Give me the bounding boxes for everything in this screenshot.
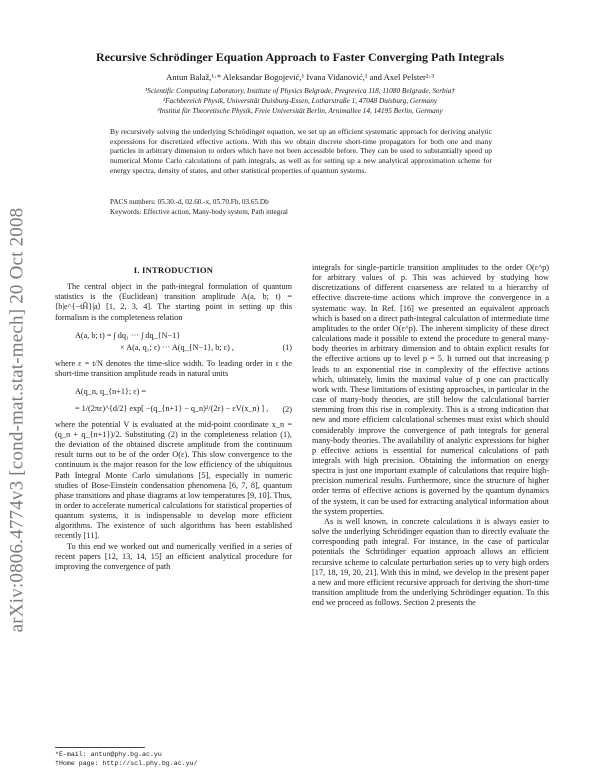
footnote-homepage [55, 760, 197, 768]
equation-2-line-1: A(q_n, q_{n+1}; ε) = [75, 387, 147, 397]
paragraph: The central object in the path-integral formulation of quantum statistics is the (Euclidean) transition amplitude A(a, b; t) = ⟨b|e^{−tĤ}|a⟩ [1, 2, 3, 4]. The starting point in setting up this formalism is the completeness relation [55, 282, 292, 322]
equation-number: (1) [282, 342, 292, 352]
author-list: Antun Balaž,¹·* Aleksandar Bogojević,¹ Ivana Vidanović,¹ and Axel Pelster²·³ [166, 72, 434, 82]
homepage-text: †Home page: http://scl.phy.bg.ac.yu/ [55, 760, 198, 767]
affiliation-2: ²Fachbereich Physik, Universität Duisburg-Essen, Lotharstraße 1, 47048 Duisburg, Germany [162, 96, 438, 105]
keywords: Keywords: Effective action, Many-body system, Path integral [110, 208, 288, 216]
equation-1-line-2: × A(a, q₁; ε) ··· A(q_{N−1}, b; ε) , [120, 342, 234, 352]
affiliation-1: ¹Scientific Computing Laboratory, Institute of Physics Belgrade, Pregrevica 118, 11080 Belgrade, Serbia† [144, 86, 456, 95]
paragraph: As is well known, in concrete calculations it is always easier to solve the underlying Schrödinger equation than to directly evaluate the corresponding path integral. For instance, in the case of particular potentials the Schrödinger equation approach allows an efficient recursive scheme to calculate perturbation series up to very high orders [17, 18, 19, 20, 21]. With this in mind, we develop in the present paper a new and more efficient recursive approach for deriving the short-time transition amplitude from the underlying Schrödinger equation. To this end we proceed as follows. Section 2 presents the [312, 516, 549, 608]
right-column [312, 263, 549, 608]
footnote-email [55, 751, 162, 759]
paper-title: Recursive Schrödinger Equation Approach to Faster Converging Path Integrals [95, 50, 504, 64]
footnote-rule [55, 747, 145, 748]
equation-1-line-1: A(a, b; t) = ∫ dq₁ ··· ∫ dq_{N−1} [75, 330, 181, 340]
paragraph: To this end we worked out and numerically verified in a series of recent papers [12, 13, 14, 15] an efficient analytical procedure for improving the convergence of path [55, 541, 292, 571]
arxiv-stamp: arXiv:0806.4774v3 [cond-mat.stat-mech] 20 Oct 2008 [6, 207, 28, 633]
left-column [55, 265, 292, 572]
abstract: By recursively solving the underlying Schrödinger equation, we set up an efficient systematic approach for deriving analytic expressions for discretized effective actions. With this we obtain discrete short-time propagators for both one and many particles in arbitrary dimension to orders which have not been accessible before. They can be used to substantially speed up numerical Monte Carlo calculations of path integrals, as well as for setting up a new analytical approximation scheme for energy spectra, density of states, and other statistical properties of quantum systems. [110, 127, 492, 175]
email-text: *E-mail: antun@phy.bg.ac.yu [55, 751, 162, 758]
paragraph: integrals for single-particle transition amplitudes to the order O(ε^p) for arbitrary values of p. This was achieved by studying how discretizations of different coarseness are related to a hierarchy of effective discrete-time actions which improve the convergence in a systematic way. In Ref. [16] we presented an equivalent approach which is based on a direct path-integral calculation of intermediate time amplitudes to the order O(ε^p). The inherent simplicity of these direct calculations made it possible to extend the procedure to general many-body theories in arbitrary dimension and to obtain explicit results for the effective actions up to level p = 5. It turned out that increasing p leads to an exponential rise in complexity of the effective actions which, ultimately, limits the maximal value of p one can practically work with. These limitations of existing approaches, in particular in the case of many-body theories, are still below the calculational barrier stemming from this rise in complexity. This is a strong indication that new and more efficient calculational schemes must exist which should considerably improve the convergence of path integrals for general many-body theories. The availability of analytic expressions for higher p effective actions is essential for numerical calculations of path integrals with high precision. Obtaining the information on energy spectra is just one important example of calculations that require high-precision numerical results. Furthermore, since the structure of higher order terms of effective actions is governed by the quantum dynamics of the system, it can be used for extracting analytical information about the system properties. [312, 263, 549, 516]
affiliation-3: ³Institut für Theoretische Physik, Freie Universität Berlin, Arnimallee 14, 14195 Berlin, Germany [157, 106, 443, 115]
pacs-numbers: PACS numbers: 05.30.-d, 02.60.-x, 05.70.Fh, 03.65.Db [110, 198, 269, 206]
equation-number: (2) [282, 405, 292, 415]
equation-2 [55, 387, 292, 413]
paragraph: where the potential V is evaluated at the mid-point coordinate x_n = (q_n + q_{n+1})/2. Substituting (2) in the completeness relation (1), the deviation of the obtained discrete amplitude from the continuum result turns out to be of the order O(ε). This slow convergence to the continuum is the major reason for the low efficiency of the ubiquitous Path Integral Monte Carlo simulations [5], especially in numeric studies of Bose-Einstein condensation phenomena [6, 7, 8], quantum phase transitions and phase diagrams at low temperatures [9, 10]. Thus, in order to accelerate numerical calculations for statistical properties of quantum systems, it is indispensable to develop more efficient algorithms. The existence of such algorithms has been established recently [11]. [55, 419, 292, 541]
equation-2-line-2: = 1/(2πε)^{d/2} exp[ −(q_{n+1} − q_n)²/(2ε) − εV(x_n) ] , [75, 403, 269, 413]
equation-1 [55, 331, 292, 353]
section-heading: I. INTRODUCTION [133, 265, 214, 275]
paragraph: where ε = t/N denotes the time-slice width. To leading order in ε the short-time transition amplitude reads in natural units [55, 359, 292, 379]
